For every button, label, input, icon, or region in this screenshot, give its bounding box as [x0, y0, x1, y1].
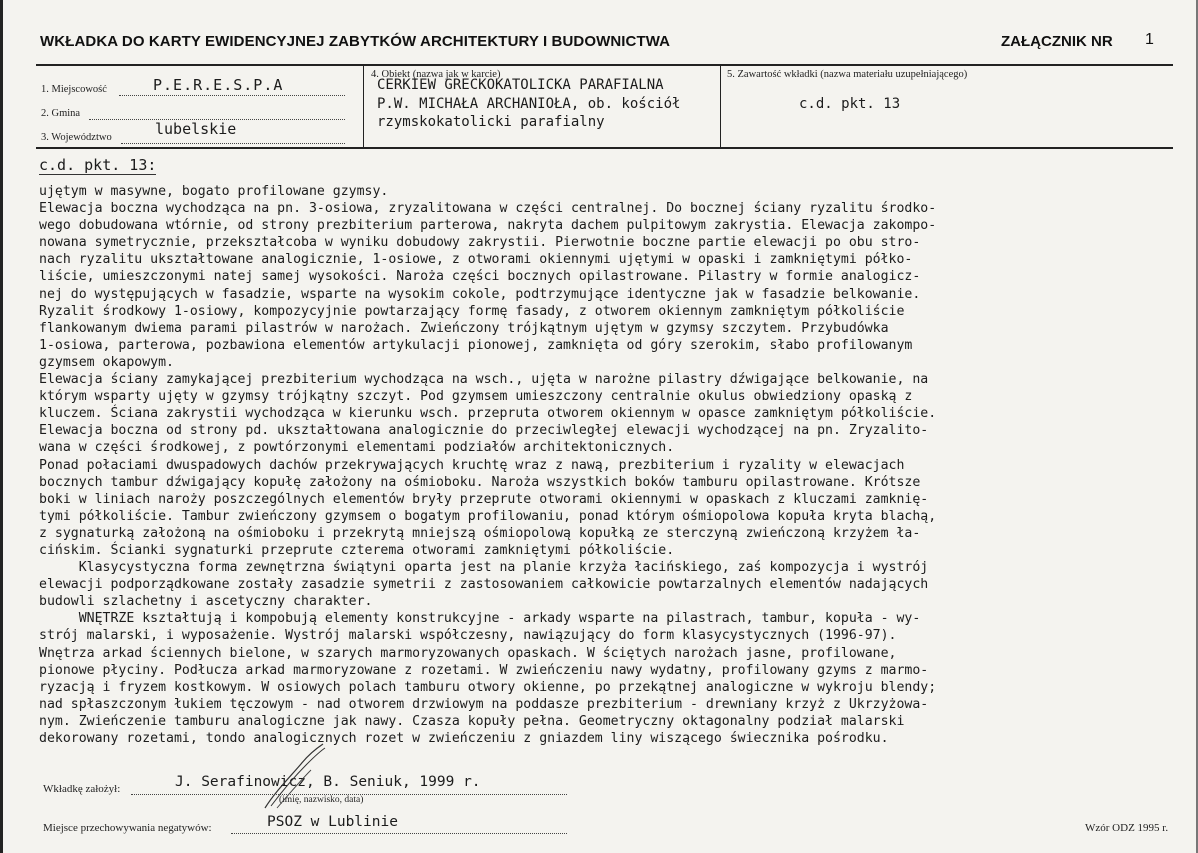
miejscowosc-dots: [119, 95, 345, 96]
body-line: Ryzalit środkowy 1-osiowy, kompozycyjnie powtarzający formę fasady, z otworem okiennym zamkniętym półkoliście: [39, 303, 905, 319]
wojewodztwo-value: lubelskie: [155, 120, 237, 138]
negatives-dots: [231, 833, 567, 834]
body-line: którym wsparty ujęty w gzymsy trójkątny szczyt. Pod gzymsem umieszczony centralnie okulus obwiedziony opaską z: [39, 389, 913, 405]
form-template-id: Wzór ODZ 1995 r.: [1085, 822, 1169, 834]
body-line: flankowanym dwiema parami pilastrów w narożach. Zwieńczony trójkątnym ujętym w gzymsy szczytem. Przybudówka: [39, 320, 889, 336]
body-line: WNĘTRZE kształtują i kompobują elementy konstrukcyjne - arkady wsparte na pilastrach, tambur, kopuła - wy-: [39, 611, 921, 627]
body-line: cińskim. Ścianki sygnaturki przeprute czterema otworami zamkniętymi półkoliście.: [39, 542, 675, 558]
wojewodztwo-dots: [121, 143, 345, 144]
header-top-rule: [36, 64, 1173, 66]
body-line: elewacji podporządkowane zostały zasadzie symetrii z zastosowaniem całkowicie powtarzalnych elementów nadających: [39, 577, 929, 593]
obiekt-line-2: P.W. MICHAŁA ARCHANIOŁA, ob. kościół: [377, 96, 681, 112]
header-divider-1: [363, 64, 364, 149]
author-value: J. Serafinowicz, B. Seniuk, 1999 r.: [175, 774, 481, 790]
body-line: ujętym w masywne, bogato profilowane gzymsy.: [39, 184, 389, 199]
zawartosc-value: c.d. pkt. 13: [799, 96, 901, 112]
header-divider-2: [720, 64, 721, 149]
body-line: Klasycystyczna forma zewnętrzna świątyni oparta jest na planie krzyża łacińskiego, zaś kompozycja i wystrój: [39, 560, 929, 576]
body-line: dekorowany rozetami, tondo analogicznych rozet w zwieńczeniu z gniazdem liny wiszącego świecznika pośrodku.: [39, 731, 889, 746]
wojewodztwo-label: 3. Województwo: [41, 132, 112, 143]
body-line: 1-osiowa, parterowa, pozbawiona elementów artykulacji pionowej, zamknięta od góry szerokim, słabo profilowanym: [39, 337, 913, 353]
header-bottom-rule: [36, 147, 1173, 149]
body-line: nej do występujących w fasadzie, wsparte na wysokim cokole, podtrzymujące identyczne jak w fasadzie belkowanie.: [39, 286, 921, 302]
annex-label: ZAŁĄCZNIK NR: [1001, 33, 1113, 50]
negatives-value: PSOZ w Lublinie: [267, 814, 398, 830]
body-line: wego dobudowana wtórnie, od strony prezbiterium parterowa, nakryta dachem pulpitowym zakrystia. Elewacja zakompo-: [39, 218, 937, 234]
signature: [261, 742, 331, 812]
body-line: strój malarski, i wyposażenie. Wystrój malarski współczesny, nawiązujący do form klasycystycznych (1996-97).: [39, 628, 897, 644]
obiekt-line-3: rzymskokatolicki parafialny: [377, 114, 605, 130]
author-hint: (imię, nazwisko, data): [279, 795, 364, 805]
miejscowosc-value: P.E.R.E.S.P.A: [153, 76, 284, 94]
body-line: liście, umieszczonymi natej samej wysokości. Naroża części bocznych opilastrowane. Pilastry w formie analogicz-: [39, 269, 921, 285]
author-label: Wkładkę założył:: [43, 783, 121, 795]
body-line: budowli szlachetny i ascetyczny charakter.: [39, 594, 373, 610]
description-body: [39, 183, 1198, 747]
body-line: tymi półkoliście. Tambur zwieńczony gzymsem o bogatym profilowaniu, ponad którym ośmiopolowa kopuła kryta blachą,: [39, 508, 937, 524]
body-line: nym. Zwieńczenie tamburu analogiczne jak nawy. Czasza kopuły pełna. Geometryczny oktagonalny podział malarski: [39, 713, 905, 729]
body-line: Elewacja ściany zamykającej prezbiterium wychodząca na wsch., ujęta w narożne pilastry dźwigające belkowanie, na: [39, 372, 929, 388]
zawartosc-label: 5. Zawartość wkładki (nazwa materiału uzupełniającego): [727, 69, 968, 80]
body-line: ryzacją i fryzem kostkowym. W osiowych polach tamburu otwory okienne, po przekątnej analogiczne w wykroju blendy;: [39, 679, 937, 695]
body-line: wana w części środkowej, z powtórzonymi elementami podziałów architektonicznych.: [39, 440, 675, 456]
body-line: pionowe płyciny. Podłucza arkad marmoryzowane z rozetami. W zwieńczeniu nawy wydatny, profilowany gzyms z marmo-: [39, 662, 929, 678]
body-line: nach ryzalitu ukształtowane analogicznie, 1-osiowe, z otworami okiennymi ujętymi w opaski i zamkniętymi półko-: [39, 252, 913, 268]
body-line: kluczem. Ściana zakrystii wychodząca w kierunku wsch. przepruta otworem okiennym w opasce zamkniętym półkoliście.: [39, 406, 937, 422]
body-line: Ponad połaciami dwuspadowych dachów przekrywających kruchtę wraz z nawą, prezbiterium i ryzality w elewacjach: [39, 457, 905, 473]
gmina-label: 2. Gmina: [41, 108, 81, 119]
annex-number: 1: [1145, 31, 1154, 48]
obiekt-line-1: CERKIEW GRECKOKATOLICKA PARAFIALNA: [377, 77, 664, 93]
body-line: Elewacja boczna od strony pd. ukształtowana analogicznie do przeciwległej elewacji wychodzącej na pn. Zryzalito-: [39, 423, 929, 439]
body-line: nad spłaszczonym łukiem tęczowym - nad otworem drzwiowym na poddasze prezbiterium - drewniany krzyż z Ukrzyżowa-: [39, 696, 929, 712]
body-line: Wnętrza arkad ściennych bielone, w szarych marmoryzowanych opaskach. W ściętych narożach jasne, profilowane,: [39, 645, 897, 661]
miejscowosc-label: 1. Miejscowość: [41, 84, 107, 95]
body-line: z sygnaturką założoną na ośmioboku i przekrytą mniejszą ośmiopolową kopułką ze sterczyną zwieńczoną krzyżem ła-: [39, 525, 921, 541]
body-line: bocznych tambur dźwigający kopułę założony na ośmioboku. Naroża wszystkich boków tamburu opilastrowane. Krótsze: [39, 474, 921, 490]
body-line: nowana symetrycznie, przekształcoba w wyniku dobudowy zakrystii. Pierwotnie boczne partie elewacji po obu stro-: [39, 235, 921, 251]
body-line: boki w liniach naroży poszczególnych elementów bryły przeprute otworami okiennymi w opaskach z kluczami zamknię-: [39, 491, 929, 507]
body-line: Elewacja boczna wychodząca na pn. 3-osiowa, zryzalitowana w części centralnej. Do bocznej ściany ryzalitu środko-: [39, 201, 937, 217]
section-heading: c.d. pkt. 13:: [39, 156, 157, 174]
obiekt-label: 4. Obiekt (nazwa jak w karcie): [371, 69, 501, 80]
form-title: WKŁADKA DO KARTY EWIDENCYJNEJ ZABYTKÓW ARCHITEKTURY I BUDOWNICTWA: [40, 33, 671, 50]
body-line: gzymsem okapowym.: [39, 354, 174, 370]
negatives-label: Miejsce przechowywania negatywów:: [43, 822, 212, 834]
